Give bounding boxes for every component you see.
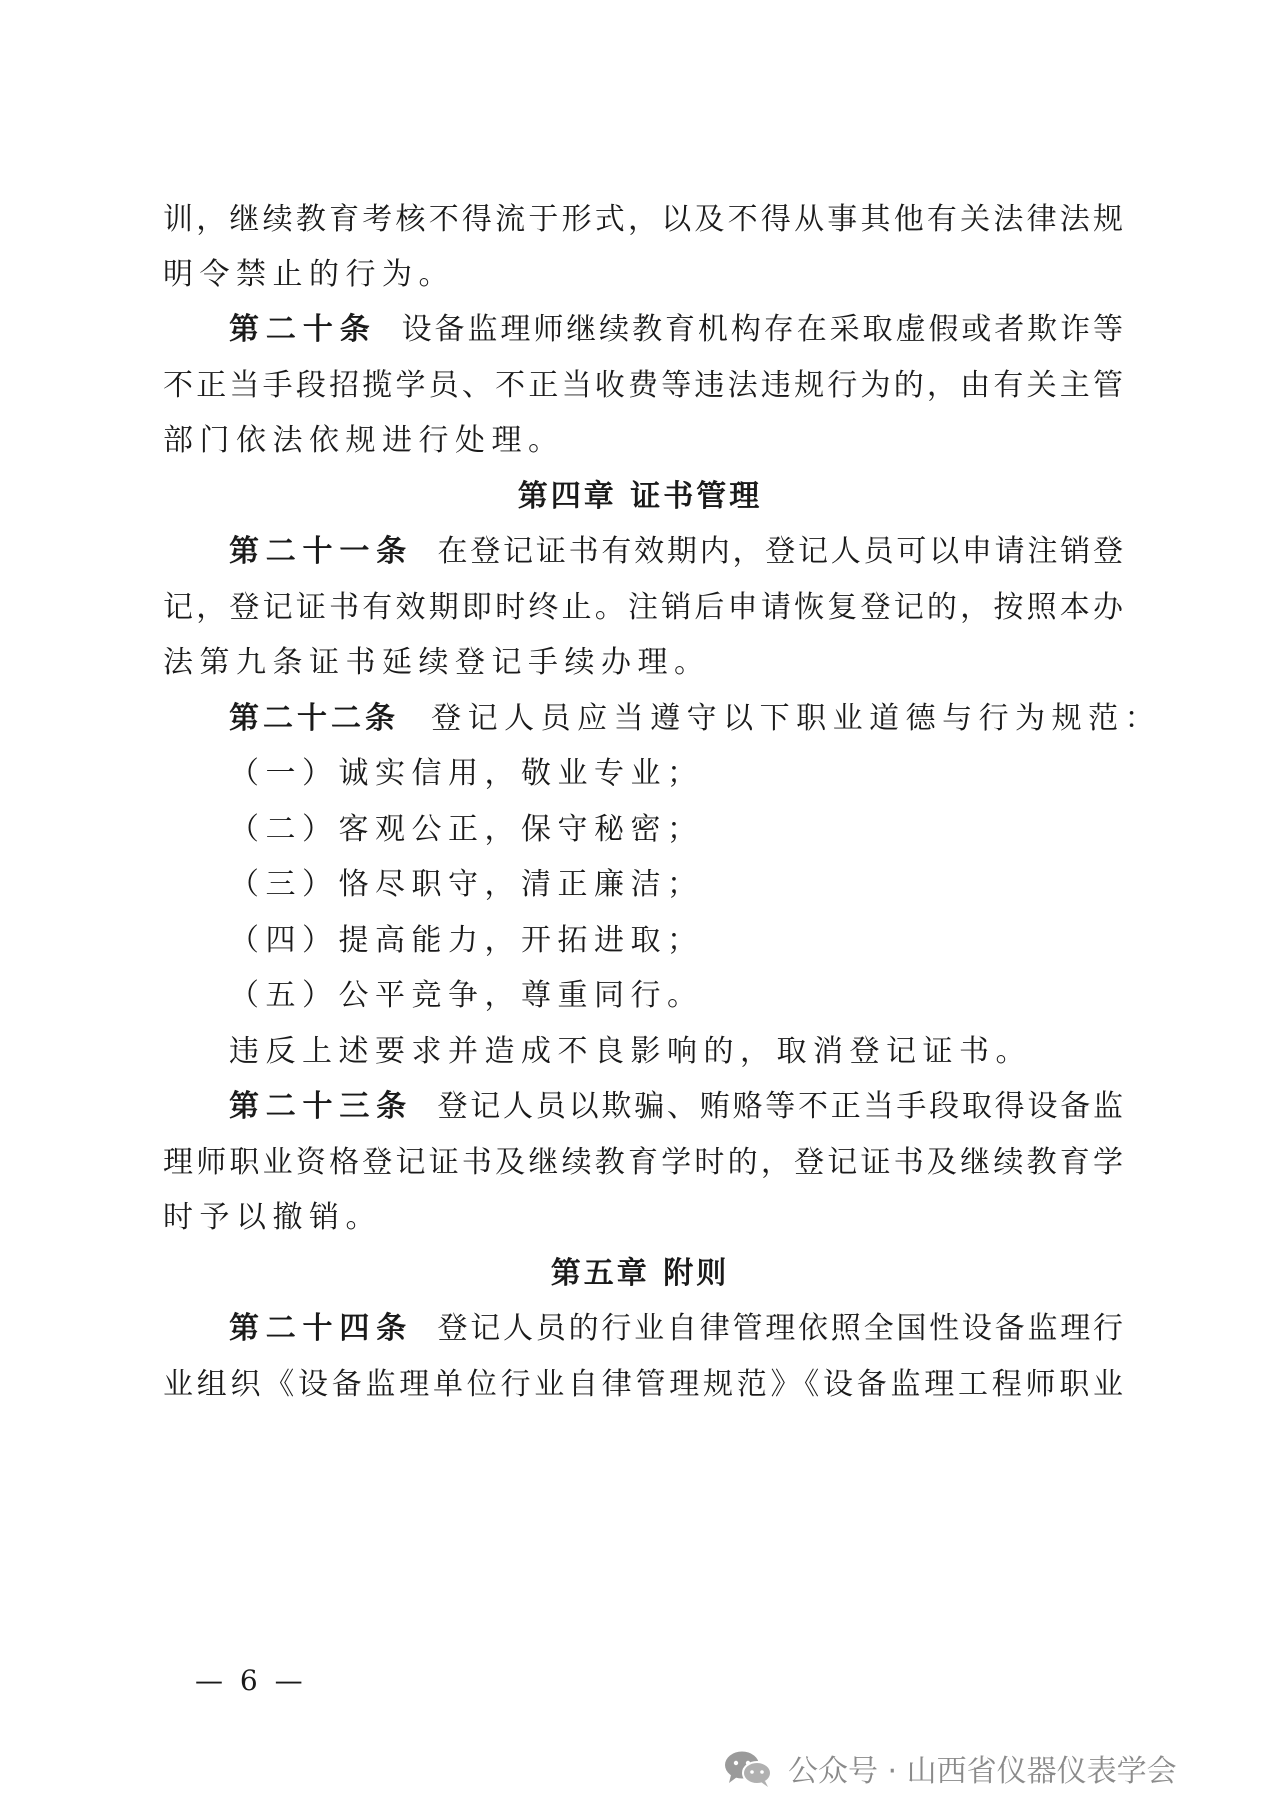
body-line: 业组织《设备监理单位行业自律管理规范》《设备监理工程师职业 <box>163 1367 1123 1402</box>
list-item: （五）公平竞争，尊重同行。 <box>229 978 704 1013</box>
article-24-line <box>229 1309 1123 1349</box>
article-23-line <box>229 1087 1123 1127</box>
list-item: （二）客观公正，保守秘密； <box>229 812 704 847</box>
body-line: 理师职业资格登记证书及继续教育学时的，登记证书及继续教育学 <box>163 1145 1123 1180</box>
article-heading: 第二十一条 <box>229 534 413 569</box>
article-text: 登记人员以欺骗、贿赂等不正当手段取得设备监 <box>437 1089 1123 1124</box>
chapter-heading: 第四章 证书管理 <box>517 479 763 514</box>
article-20-line <box>229 310 1123 350</box>
body-line: 明令禁止的行为。 <box>163 257 455 292</box>
body-line: 训，继续教育考核不得流于形式，以及不得从事其他有关法律法规 <box>163 202 1123 237</box>
body-line: 法第九条证书延续登记手续办理。 <box>163 645 711 680</box>
list-item: （三）恪尽职守，清正廉洁； <box>229 867 704 902</box>
body-line: 时予以撤销。 <box>163 1200 382 1235</box>
article-text: 登记人员应当遵守以下职业道德与行为规范： <box>431 701 1162 736</box>
list-item: （一）诚实信用，敬业专业； <box>229 756 704 791</box>
article-heading: 第二十三条 <box>229 1089 413 1124</box>
body-line: 记，登记证书有效期即时终止。注销后申请恢复登记的，按照本办 <box>163 590 1123 625</box>
article-heading: 第二十条 <box>229 312 377 347</box>
article-heading: 第二十二条 <box>229 701 399 736</box>
article-21-line <box>229 532 1123 572</box>
wechat-icon <box>722 1748 774 1788</box>
page-number: — 6 — <box>195 1664 307 1697</box>
article-heading: 第二十四条 <box>229 1311 413 1346</box>
list-item: （四）提高能力，开拓进取； <box>229 923 704 958</box>
body-line: 不正当手段招揽学员、不正当收费等违法违规行为的，由有关主管 <box>163 368 1123 403</box>
watermark <box>722 1743 1177 1793</box>
chapter-heading: 第五章 附则 <box>550 1256 730 1291</box>
article-text: 登记人员的行业自律管理依照全国性设备监理行 <box>437 1311 1123 1346</box>
article-text: 设备监理师继续教育机构存在采取虚假或者欺诈等 <box>401 312 1124 347</box>
body-line: 部门依法依规进行处理。 <box>163 423 565 458</box>
article-22-line <box>229 699 1162 739</box>
article-text: 在登记证书有效期内，登记人员可以申请注销登 <box>437 534 1123 569</box>
watermark-text: 公众号 · 山西省仪器仪表学会 <box>788 1754 1177 1789</box>
body-line: 违反上述要求并造成不良影响的，取消登记证书。 <box>229 1034 1032 1069</box>
